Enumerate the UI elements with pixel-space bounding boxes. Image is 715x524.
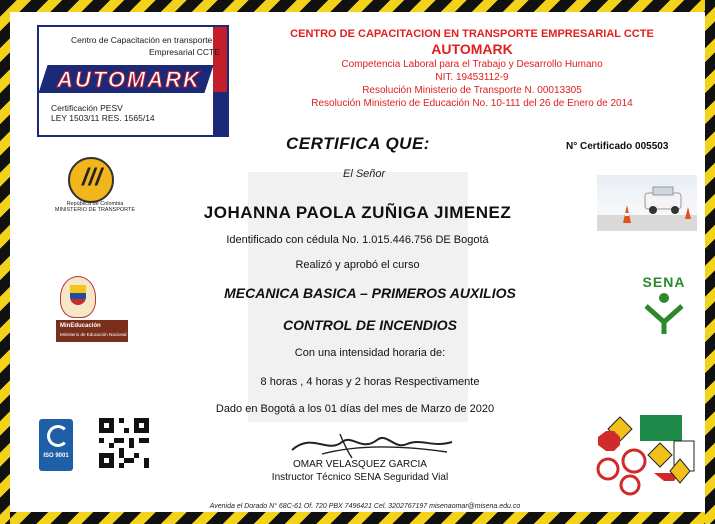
mintransporte-emblem-icon: /// bbox=[68, 157, 114, 203]
logo-line-1: Centro de Capacitación en transporte bbox=[71, 35, 213, 45]
logo-line-4: LEY 1503/11 RES. 1565/14 bbox=[51, 113, 155, 123]
hours-text: 8 horas , 4 horas y 2 horas Respectivamente bbox=[260, 376, 480, 388]
completed-text: Realizó y aprobó el curso bbox=[295, 259, 420, 271]
recipient-name: JOHANNA PAOLA ZUÑIGA JIMENEZ bbox=[203, 203, 512, 222]
sena-logo bbox=[634, 274, 694, 338]
header-line-4: Resolución Ministerio de Educación No. 10-111 del 26 de Enero de 2014 bbox=[311, 98, 633, 109]
mineducacion-sublabel: Ministerio de Educación Nacional bbox=[60, 332, 127, 337]
iso-label: ISO 9001 bbox=[43, 453, 69, 459]
intensity-text: Con una intensidad horaria de: bbox=[294, 347, 446, 359]
signer-name: OMAR VELASQUEZ GARCIA bbox=[293, 459, 427, 470]
header-brand: AUTOMARK bbox=[431, 41, 513, 57]
header-line-2: NIT. 19453112-9 bbox=[435, 72, 509, 83]
header-title: CENTRO DE CAPACITACION EN TRANSPORTE EMPRESARIAL CCTE bbox=[290, 28, 654, 40]
iso-ring-icon bbox=[47, 425, 69, 447]
signer-title: Instructor Técnico SENA Seguridad Vial bbox=[271, 472, 449, 483]
ministerio-educacion-logo bbox=[56, 276, 128, 342]
traffic-signs-image bbox=[590, 411, 702, 501]
logo-line-2: Empresarial CCTE bbox=[149, 47, 220, 57]
hazard-tape-bottom bbox=[0, 512, 715, 524]
ministerio-transporte-logo bbox=[54, 157, 136, 217]
header-line-3: Resolución Ministerio de Transporte N. 00013305 bbox=[362, 85, 582, 96]
logo-stripe bbox=[213, 27, 227, 135]
certificate-number: N° Certificado 005503 bbox=[566, 141, 669, 152]
mineducacion-bar bbox=[56, 320, 128, 342]
sena-label: SENA bbox=[642, 274, 686, 290]
colombia-seal-icon bbox=[60, 276, 96, 318]
sena-emblem-icon bbox=[642, 292, 686, 336]
automark-logo bbox=[37, 25, 229, 137]
signature-image bbox=[282, 424, 462, 462]
course-line-2: CONTROL DE INCENDIOS bbox=[283, 317, 457, 333]
issue-date: Dado en Bogotá a los 01 días del mes de Marzo de 2020 bbox=[215, 403, 495, 415]
identification: Identificado con cédula No. 1.015.446.756 DE Bogotá bbox=[226, 234, 489, 246]
iso-certification-badge bbox=[39, 419, 73, 471]
traffic-scene-image bbox=[597, 175, 697, 231]
header-line-1: Competencia Laboral para el Trabajo y Desarrollo Humano bbox=[341, 59, 603, 70]
course-line-1: MECANICA BASICA – PRIMEROS AUXILIOS bbox=[224, 285, 516, 301]
qr-code-icon bbox=[99, 418, 149, 468]
certificate-heading: CERTIFICA QUE: bbox=[286, 134, 430, 153]
mineducacion-label: MinEducación bbox=[60, 323, 101, 329]
logo-brand: AUTOMARK bbox=[57, 67, 201, 92]
header bbox=[262, 28, 682, 109]
logo-line-3: Certificación PESV bbox=[51, 103, 123, 113]
salutation: El Señor bbox=[343, 168, 386, 180]
hazard-tape-top bbox=[0, 0, 715, 12]
footer-contact: Avenida el Dorado N° 68C-61 Of. 720 PBX 7496421 Cel. 3202767197 misenaomar@misena.edu.co bbox=[209, 503, 521, 510]
mintransporte-label: República de Colombia MINISTERIO DE TRANSPORTE bbox=[54, 201, 136, 213]
